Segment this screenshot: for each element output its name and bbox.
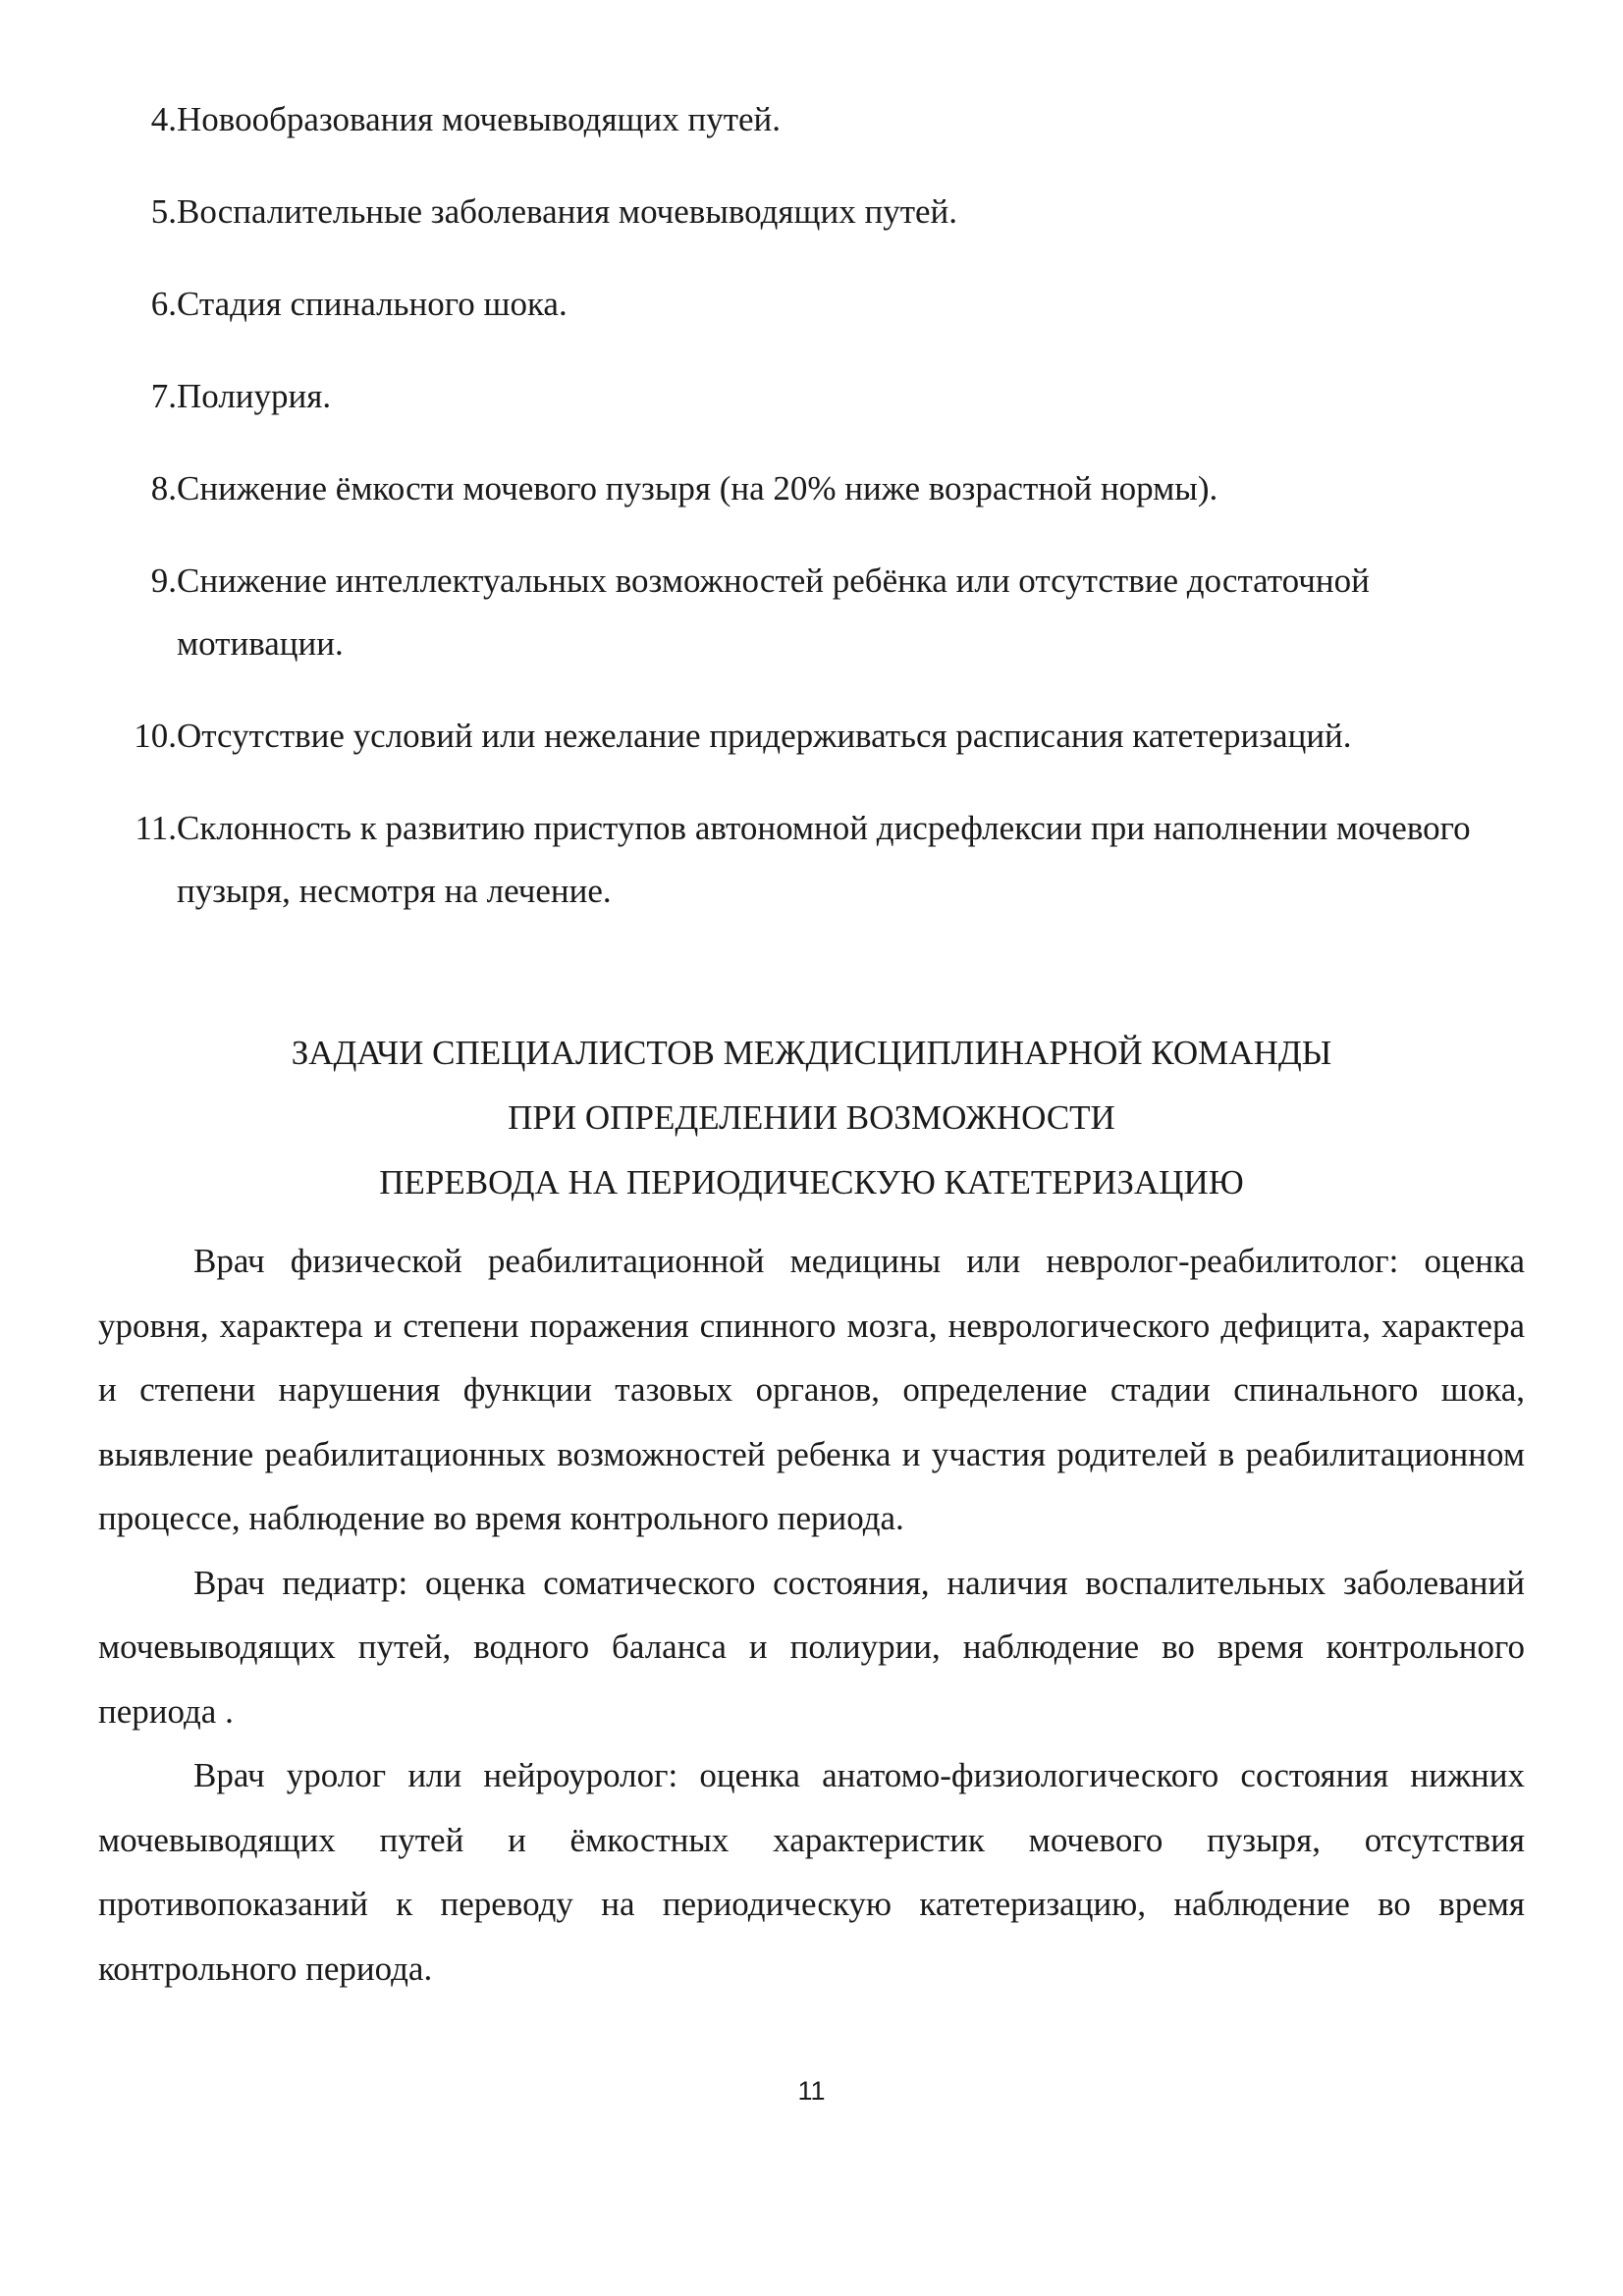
- page-number: 11: [797, 2076, 826, 2106]
- heading-line-2: ПРИ ОПРЕДЕЛЕНИИ ВОЗМОЖНОСТИ: [508, 1098, 1115, 1137]
- list-item-number: 9.: [150, 561, 177, 600]
- list-item-text: Снижение ёмкости мочевого пузыря (на 20% ниже возрастной нормы).: [177, 469, 1218, 507]
- list-item: [126, 181, 1520, 243]
- list-item-number: 8.: [150, 469, 177, 507]
- list-item: [126, 705, 1520, 768]
- contraindications-list: [126, 88, 1520, 952]
- list-item-text: Снижение интеллектуальных возможностей ребёнка или отсутствие достаточной мотивации.: [177, 561, 1370, 663]
- list-item-text: Полиурия.: [177, 377, 332, 415]
- paragraph-rehabilitation-doctor: Врач физической реабилитационной медицины или невролог-реабилитолог: оценка уровня, характера и степени поражения спинного мозга, неврологического дефицита, характера и степени нарушения функции тазовых органов, определение стадии спинального шока, выявление реабилитационных возможностей ребенка и участия родителей в реабилитационном процессе, наблюдение во время контрольного периода.: [98, 1242, 1525, 1537]
- list-item: [126, 797, 1520, 923]
- list-item-text: Склонность к развитию приступов автономной дисрефлексии при наполнении мочевого пузыря, несмотря на лечение.: [177, 809, 1471, 910]
- list-item-text: Стадия спинального шока.: [177, 285, 568, 323]
- list-item-number: 6.: [150, 285, 177, 323]
- heading-line-1: ЗАДАЧИ СПЕЦИАЛИСТОВ МЕЖДИСЦИПЛИНАРНОЙ КОМАНДЫ: [291, 1034, 1332, 1072]
- list-item-text: Воспалительные заболевания мочевыводящих путей.: [177, 192, 958, 231]
- paragraph-urologist: Врач уролог или нейроуролог: оценка анатомо-физиологического состояния нижних мочевыводящих путей и ёмкостных характеристик мочевого пузыря, отсутствия противопоказаний к переводу на периодическую катетеризацию, наблюдение во время контрольного периода.: [98, 1756, 1525, 1988]
- list-item: [126, 273, 1520, 336]
- list-item-number: 5.: [150, 192, 177, 231]
- list-item-text: Отсутствие условий или нежелание придерживаться расписания катетеризаций.: [177, 717, 1352, 755]
- list-item-number: 4.: [150, 100, 177, 138]
- list-item-text: Новообразования мочевыводящих путей.: [177, 100, 782, 138]
- section-body: [98, 1229, 1525, 2001]
- list-item-number: 7.: [150, 377, 177, 415]
- list-item-number: 11.: [135, 809, 177, 847]
- list-item: [126, 550, 1520, 675]
- list-item-number: 10.: [134, 717, 177, 755]
- list-item: [126, 365, 1520, 428]
- section-heading: [98, 1021, 1525, 1215]
- heading-line-3: ПЕРЕВОДА НА ПЕРИОДИЧЕСКУЮ КАТЕТЕРИЗАЦИЮ: [379, 1163, 1244, 1201]
- list-item: [126, 88, 1520, 151]
- paragraph-pediatrician: Врач педиатр: оценка соматического состояния, наличия воспалительных заболеваний мочевыводящих путей, водного баланса и полиурии, наблюдение во время контрольного периода .: [98, 1563, 1525, 1731]
- list-item: [126, 457, 1520, 520]
